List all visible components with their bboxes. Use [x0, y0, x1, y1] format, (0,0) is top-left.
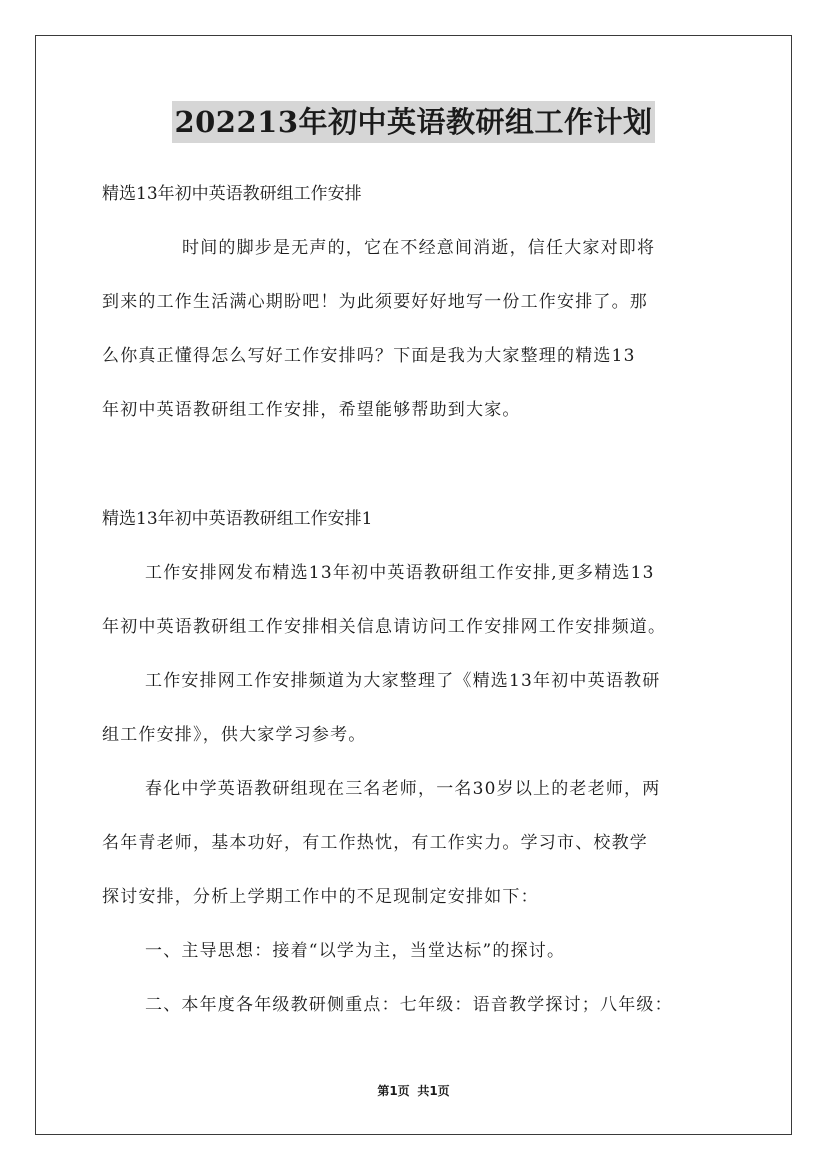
- intro-line-2: 到来的工作生活满心期盼吧！为此须要好好地写一份工作安排了。那: [102, 292, 648, 312]
- section-heading: 精选13年初中英语教研组工作安排1: [102, 509, 373, 529]
- body-line-3: 工作安排网工作安排频道为大家整理了《精选13年初中英语教研: [145, 671, 661, 691]
- body-line-6: 名年青老师，基本功好，有工作热忱，有工作实力。学习市、校教学: [102, 833, 648, 853]
- page-footer: [0, 1082, 827, 1100]
- body-line-5: 春化中学英语教研组现在三名老师，一名30岁以上的老老师，两: [145, 779, 661, 799]
- body-line-7: 探讨安排，分析上学期工作中的不足现制定安排如下：: [102, 887, 539, 907]
- intro-line-1: 时间的脚步是无声的，它在不经意间消逝，信任大家对即将: [182, 238, 656, 258]
- document-subtitle: 精选13年初中英语教研组工作安排: [102, 184, 362, 204]
- body-line-2: 年初中英语教研组工作安排相关信息请访问工作安排网工作安排频道。: [102, 617, 667, 637]
- page-number: 第1页: [377, 1084, 410, 1098]
- document-title: 202213年初中英语教研组工作计划: [172, 101, 654, 143]
- body-line-1: 工作安排网发布精选13年初中英语教研组工作安排,更多精选13: [145, 563, 655, 583]
- body-line-4: 组工作安排》，供大家学习参考。: [102, 725, 367, 745]
- intro-line-3: 么你真正懂得怎么写好工作安排吗？下面是我为大家整理的精选13: [102, 346, 636, 366]
- body-line-9: 二、本年度各年级教研侧重点：七年级：语音教学探讨；八年级：: [145, 995, 673, 1015]
- title-container: [0, 101, 827, 143]
- body-line-8: 一、主导思想：接着“以学为主，当堂达标”的探讨。: [145, 941, 566, 961]
- page-total: 共1页: [417, 1084, 450, 1098]
- intro-line-4: 年初中英语教研组工作安排，希望能够帮助到大家。: [102, 400, 521, 420]
